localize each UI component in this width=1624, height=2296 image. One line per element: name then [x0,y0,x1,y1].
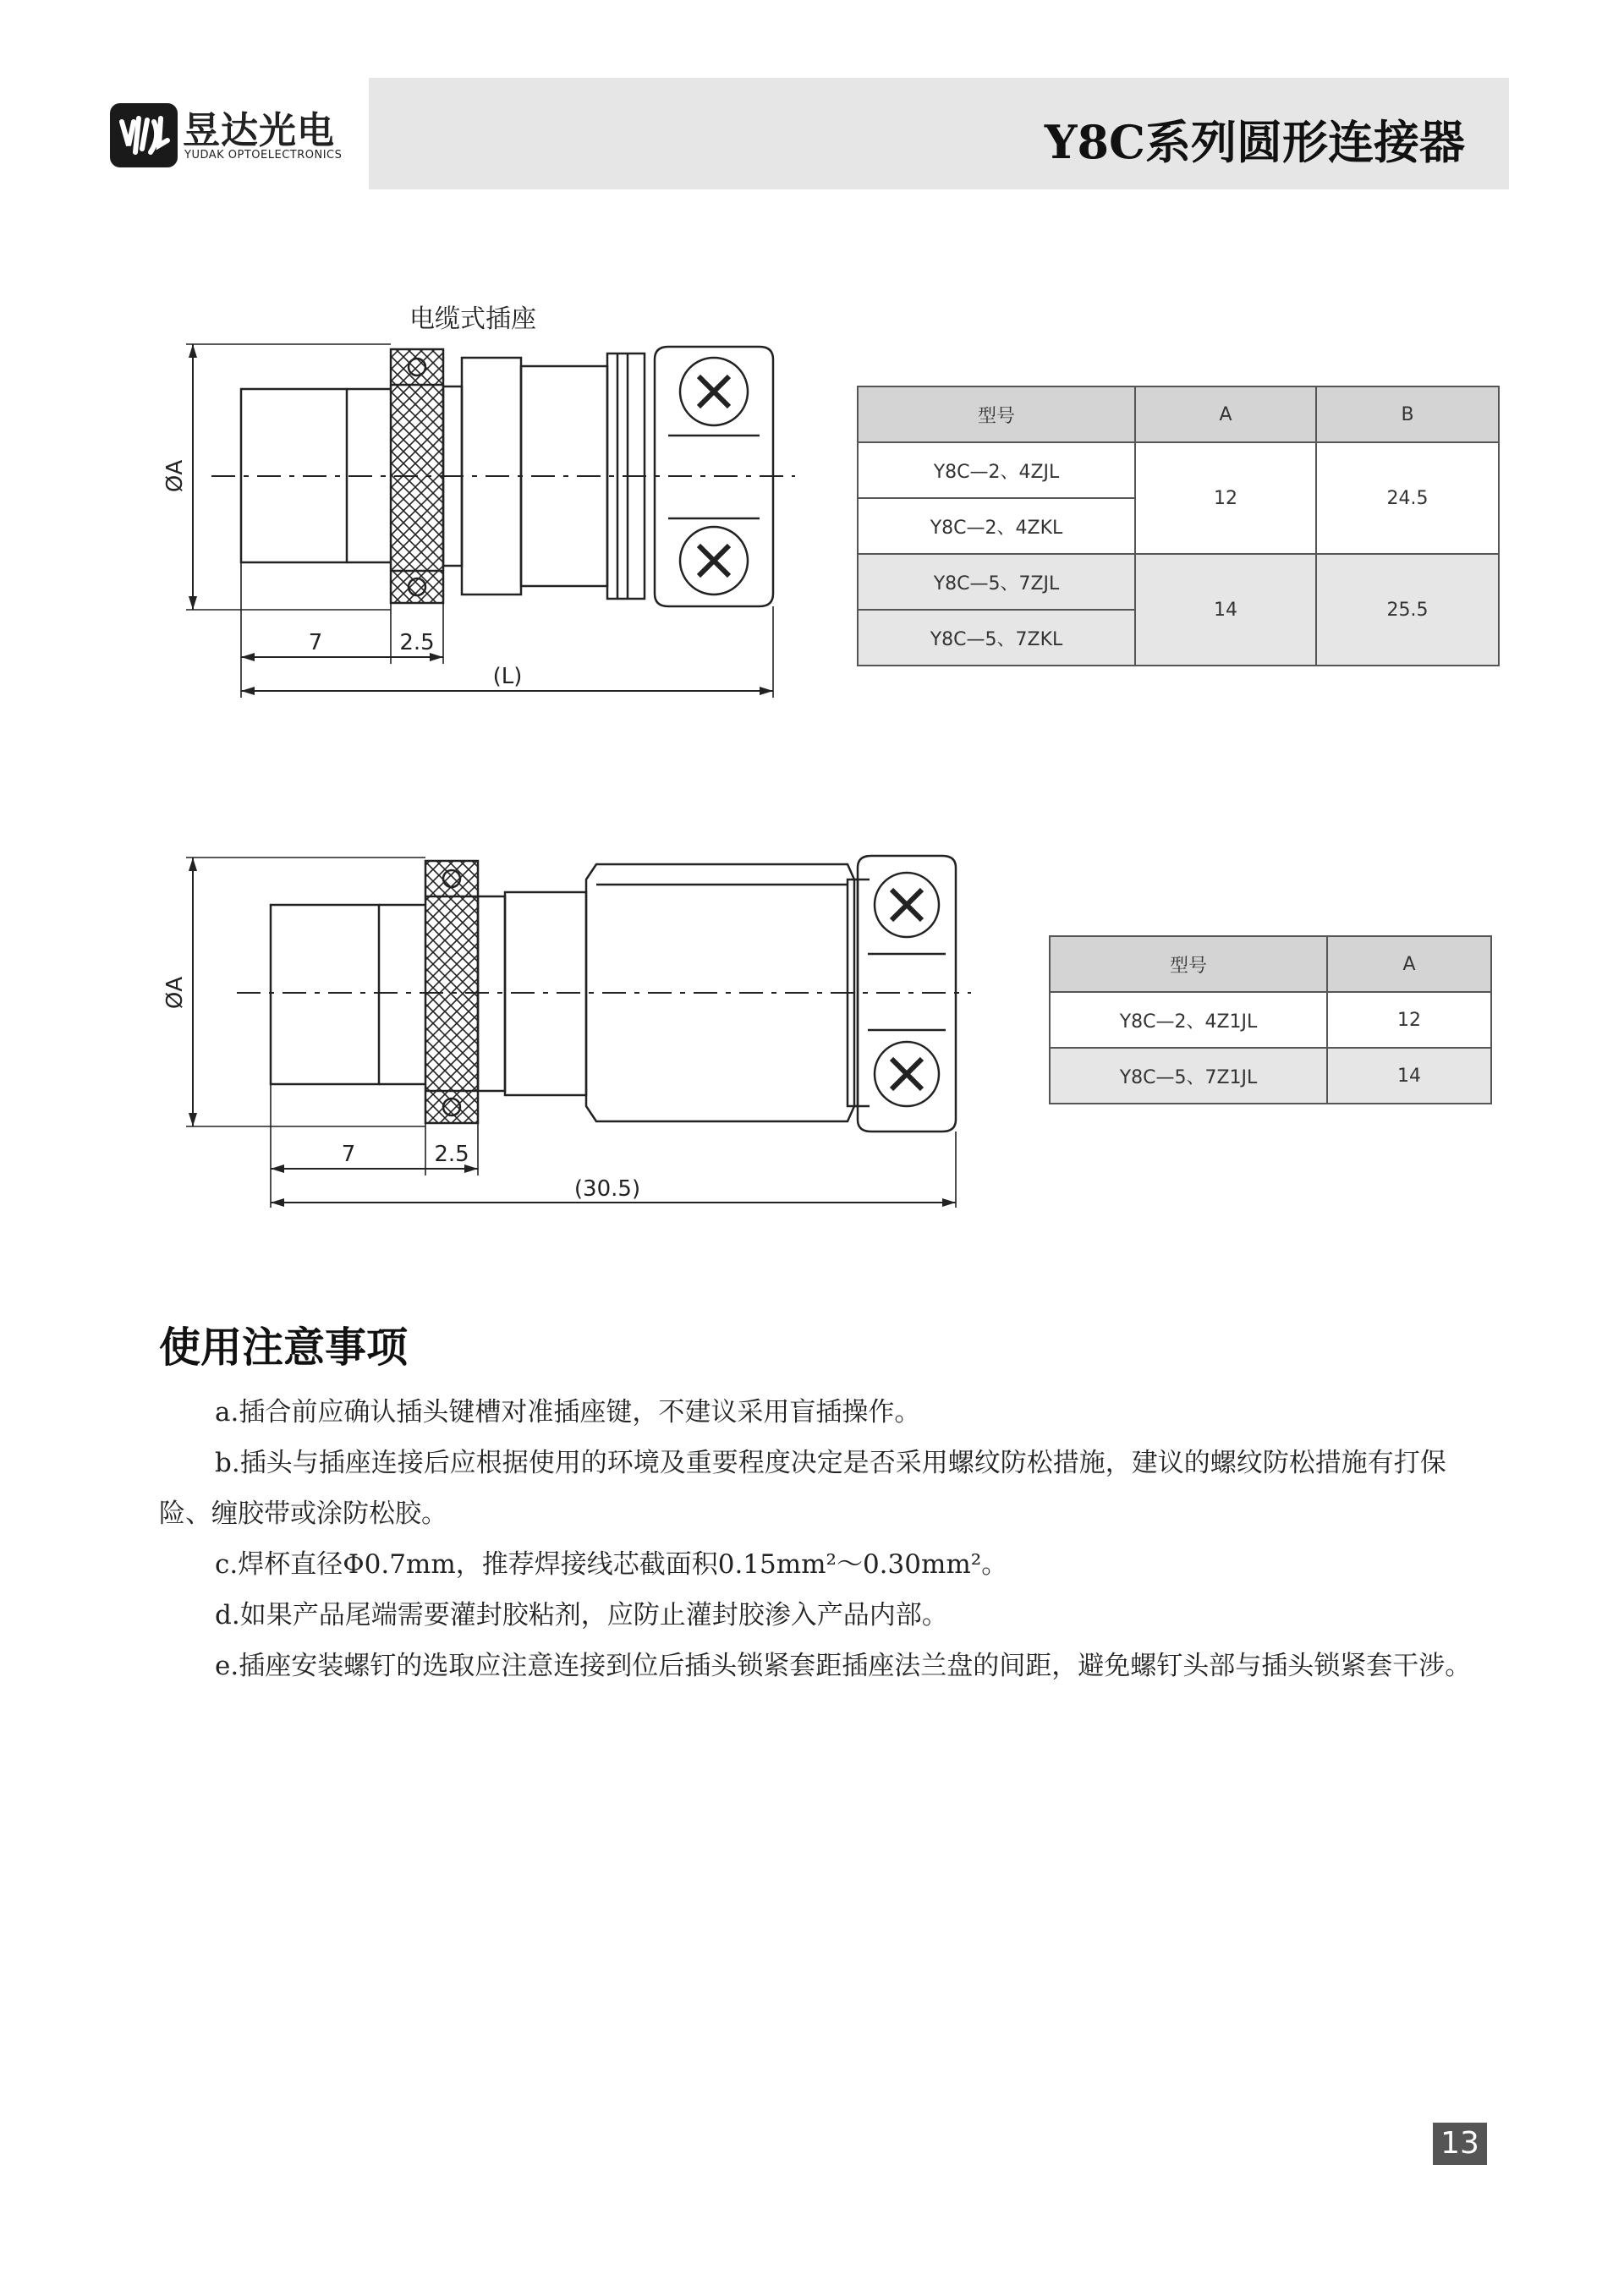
spec-table-1 [857,386,1500,666]
drawing-2-dim-length: (30.5) [573,1176,641,1202]
table-row [1050,1048,1491,1104]
drawing-1-dim-length: (L) [492,664,523,689]
yudak-logo-mark-icon [110,103,178,167]
note-item-c: c.焊杯直径Φ0.7mm，推荐焊接线芯截面积0.15mm²～0.30mm²。 [215,1549,1008,1580]
table-row [858,554,1499,610]
table-header: 型号 [858,386,1135,442]
table-cell-a: 12 [1135,442,1316,554]
table-header: A [1135,386,1316,442]
brand-name-en: YUDAK OPTOELECTRONICS [184,149,343,162]
table-cell-a: 12 [1327,992,1491,1048]
notes-heading: 使用注意事项 [159,1323,409,1372]
table-header: A [1327,936,1491,992]
table-header-row [858,386,1499,442]
table-cell-model: Y8C—2、4ZJL [858,442,1135,498]
header-band [369,78,1509,189]
table-row [1050,992,1491,1048]
notes-list [159,1387,1497,1691]
table-cell-b: 25.5 [1316,554,1499,666]
connector-drawing-cable-receptacle [161,292,829,706]
table-cell-model: Y8C—5、7Z1JL [1050,1048,1327,1104]
series-title: Y8C系列圆形连接器 [1044,115,1465,169]
table-cell-model: Y8C—5、7ZJL [858,554,1135,610]
table-cell-model: Y8C—2、4ZKL [858,498,1135,554]
table-header-row [1050,936,1491,992]
drawing-1-caption: 电缆式插座 [409,304,536,334]
table-cell-model: Y8C—2、4Z1JL [1050,992,1327,1048]
drawing-1-dim-7: 7 [308,630,323,655]
table-cell-model: Y8C—5、7ZKL [858,610,1135,666]
table-row [858,442,1499,498]
note-item-e: e.插座安装螺钉的选取应注意连接到位后插头锁紧套距插座法兰盘的间距，避免螺钉头部与插头锁紧套干涉。 [215,1651,1472,1681]
table-cell-b: 24.5 [1316,442,1499,554]
table-header: 型号 [1050,936,1327,992]
drawing-2-dim-diameter: ØA [162,976,188,1010]
drawing-1-dim-diameter: ØA [162,459,188,493]
page-number: 13 [1433,2123,1487,2165]
connector-drawing-right-angle-receptacle [161,846,973,1235]
brand-name-cn: 昱达光电 [183,109,335,152]
note-item-b: b.插头与插座连接后应根据使用的环境及重要程度决定是否采用螺纹防松措施，建议的螺纹防松措施有打保险、缠胶带或涂防松胶。 [159,1448,1446,1529]
table-cell-a: 14 [1135,554,1316,666]
note-item-d: d.如果产品尾端需要灌封胶粘剂，应防止灌封胶渗入产品内部。 [215,1600,948,1630]
note-item-a: a.插合前应确认插头键槽对准插座键，不建议采用盲插操作。 [215,1397,921,1427]
drawing-2-dim-2-5: 2.5 [434,1142,469,1167]
drawing-1-dim-2-5: 2.5 [399,630,435,655]
table-cell-a: 14 [1327,1048,1491,1104]
spec-table-2 [1049,935,1492,1104]
table-header: B [1316,386,1499,442]
company-logo [110,100,343,171]
drawing-2-dim-7: 7 [341,1142,356,1167]
